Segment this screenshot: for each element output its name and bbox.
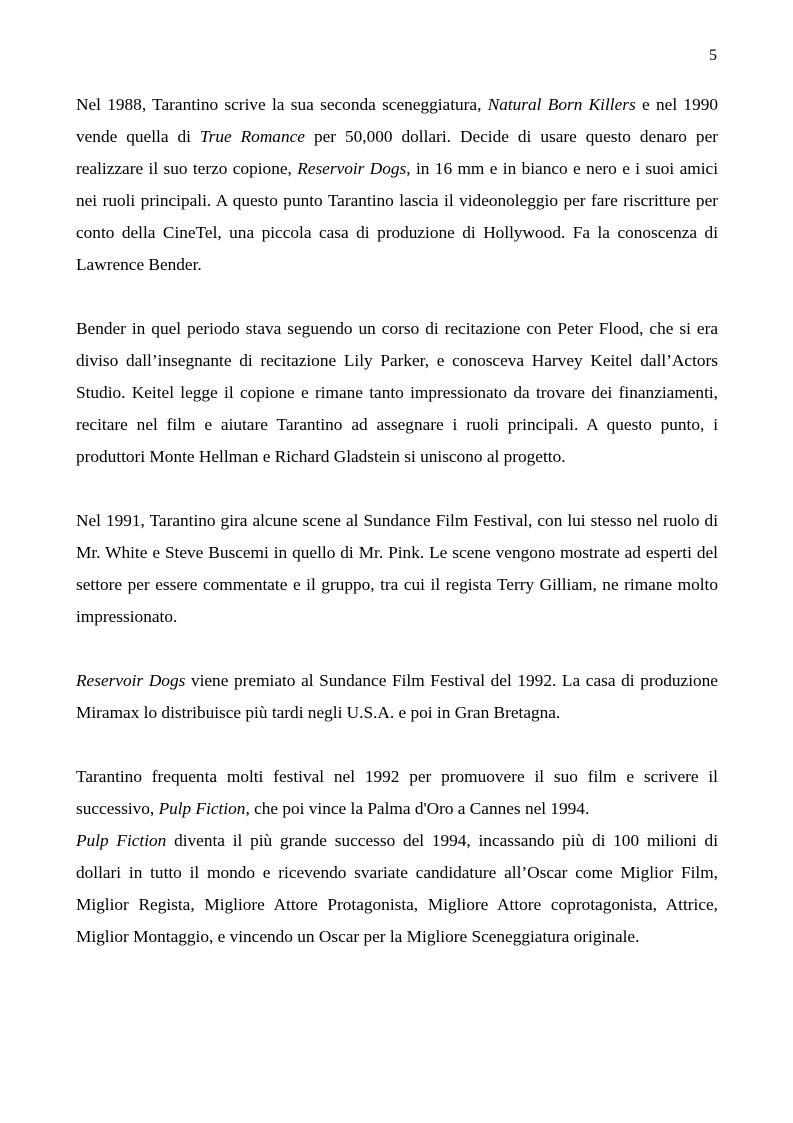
italic-title: True Romance bbox=[199, 127, 305, 146]
paragraph bbox=[76, 89, 718, 281]
italic-title: Pulp Fiction bbox=[158, 799, 246, 818]
text-run: , che poi vince la Palma d'Oro a Cannes nel 1994. bbox=[245, 799, 590, 818]
italic-title: Reservoir Dogs bbox=[297, 159, 407, 178]
page-number: 5 bbox=[709, 47, 717, 64]
text-body bbox=[76, 89, 718, 953]
paragraph bbox=[76, 665, 718, 729]
text-run: viene premiato al Sundance Film Festival del 1992. La casa di produzione Miramax lo distribuisce più tardi negli U.S.A. e poi in Gran Bretagna. bbox=[76, 671, 718, 722]
text-run: Bender in quel periodo stava seguendo un corso di recitazione con Peter Flood, che si era diviso dall’insegnante di recitazione Lily Parker, e conosceva Harvey Keitel dall’Actors Studio. Keitel legge il copione e rimane tanto impressionato da trovare dei finanziamenti, recitare nel film e aiutare Tarantino ad assegnare i ruoli principali. A questo punto, i produttori Monte Hellman e Richard Gladstein si uniscono al progetto. bbox=[76, 319, 718, 466]
text-run: diventa il più grande successo del 1994, incassando più di 100 milioni di dollari in tutto il mondo e ricevendo svariate candidature all’Oscar come Miglior Film, Miglior Regista, Migliore Attore Protagonista, Migliore Attore coprotagonista, Attrice, Miglior Montaggio, e vincendo un Oscar per la Migliore Sceneggiatura originale. bbox=[76, 831, 718, 946]
italic-title: Reservoir Dogs bbox=[76, 671, 186, 690]
paragraph bbox=[76, 825, 718, 953]
paragraph bbox=[76, 761, 718, 825]
text-run: Tarantino frequenta molti festival nel 1992 per promuovere il suo film e scrivere il successivo, bbox=[76, 767, 718, 818]
text-run: , in 16 mm e in bianco e nero e i suoi amici nei ruoli principali. A questo punto Tarantino lascia il videonoleggio per fare riscritture per conto della CineTel, una piccola casa di produzione di Hollywood. Fa la conoscenza di Lawrence Bender. bbox=[76, 159, 718, 274]
text-run: Nel 1991, Tarantino gira alcune scene al Sundance Film Festival, con lui stesso nel ruolo di Mr. White e Steve Buscemi in quello di Mr. Pink. Le scene vengono mostrate ad esperti del settore per essere commentate e il gruppo, tra cui il regista Terry Gilliam, ne rimane molto impressionato. bbox=[76, 511, 718, 626]
paragraph bbox=[76, 313, 718, 473]
italic-title: Natural Born Killers bbox=[487, 95, 636, 114]
paragraph bbox=[76, 505, 718, 633]
text-run: e nel 1990 vende quella di bbox=[76, 95, 718, 146]
text-run: per 50,000 dollari. Decide di usare questo denaro per realizzare il suo terzo copione, bbox=[76, 127, 718, 178]
text-run: Nel 1988, Tarantino scrive la sua seconda sceneggiatura, bbox=[76, 95, 488, 114]
italic-title: Pulp Fiction bbox=[76, 831, 167, 850]
